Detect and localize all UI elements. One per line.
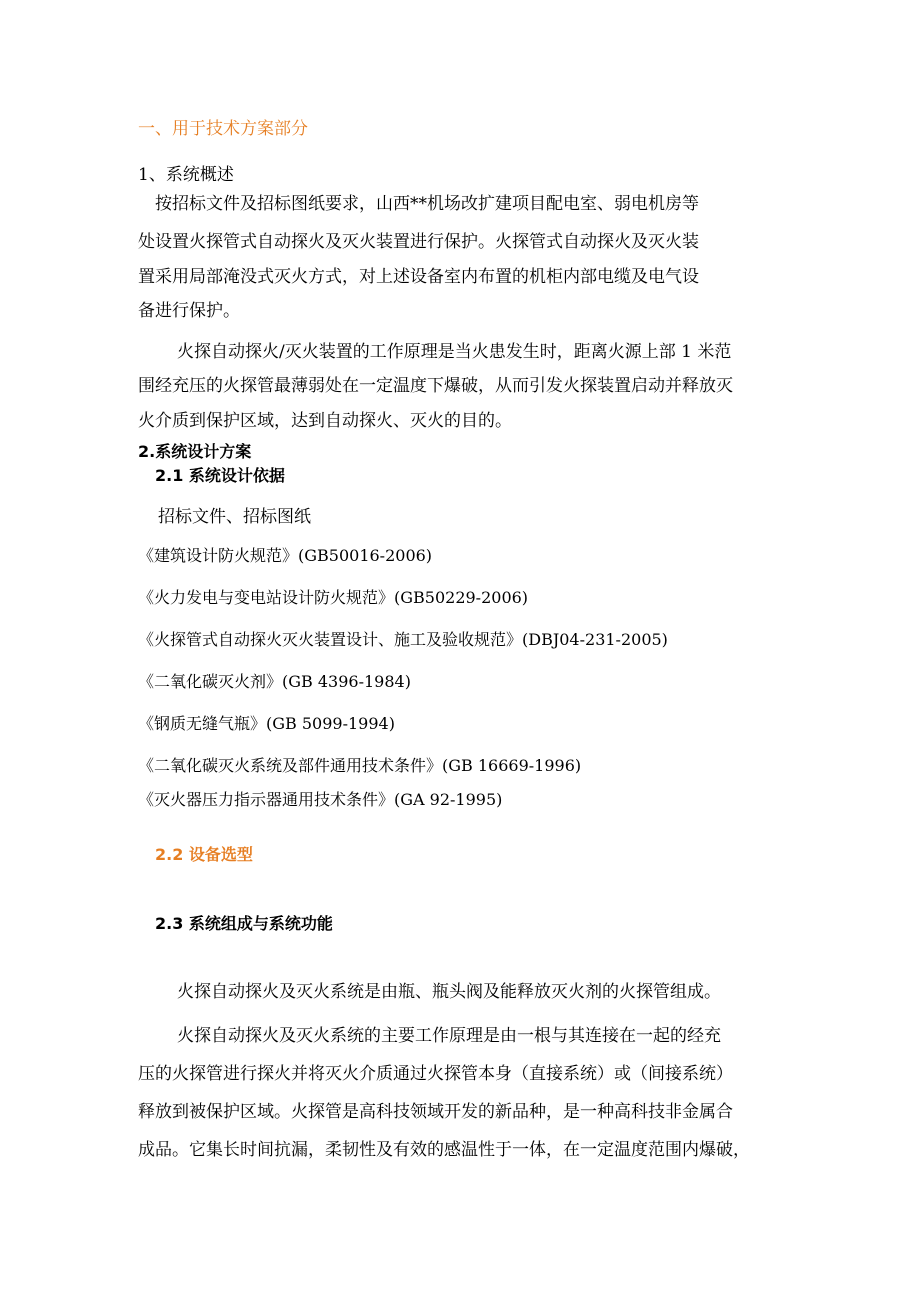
composition-heading: 2.3 系统组成与系统功能: [155, 914, 333, 933]
standard-item: 《建筑设计防火规范》(GB50016-2006): [138, 546, 433, 565]
composition-para2-line4: 成品。它集长时间抗漏，柔韧性及有效的感温性于一体，在一定温度范围内爆破，: [138, 1140, 750, 1160]
standard-item: 《灭火器压力指示器通用技术条件》(GA 92-1995): [138, 790, 503, 809]
overview-heading: 1、系统概述: [138, 165, 234, 185]
composition-para1: 火探自动探火及灭火系统是由瓶、瓶头阀及能释放灭火剂的火探管组成。: [177, 982, 721, 1002]
overview-para2-line3: 火介质到保护区域，达到自动探火、灭火的目的。: [138, 411, 512, 431]
standard-item: 《二氧化碳灭火系统及部件通用技术条件》(GB 16669-1996): [138, 756, 582, 775]
overview-para1-line1: 按招标文件及招标图纸要求，山西**机场改扩建项目配电室、弱电机房等: [155, 194, 699, 214]
standard-item: 《火探管式自动探火灭火装置设计、施工及验收规范》(DBJ04-231-2005): [138, 630, 668, 649]
standard-item: 《钢质无缝气瓶》(GB 5099-1994): [138, 714, 395, 733]
section-title: 一、用于技术方案部分: [138, 119, 308, 139]
design-heading: 2.系统设计方案: [138, 442, 252, 461]
composition-para2-line2: 压的火探管进行探火并将灭火介质通过火探管本身（直接系统）或（间接系统）: [138, 1064, 733, 1084]
overview-para1-line3: 置采用局部淹没式灭火方式，对上述设备室内布置的机柜内部电缆及电气设: [138, 267, 699, 287]
basis-intro: 招标文件、招标图纸: [158, 507, 311, 527]
basis-heading: 2.1 系统设计依据: [155, 466, 285, 485]
standard-item: 《二氧化碳灭火剂》(GB 4396-1984): [138, 672, 411, 691]
composition-para2-line3: 释放到被保护区域。火探管是高科技领域开发的新品种，是一种高科技非金属合: [138, 1102, 733, 1122]
composition-para2-line1: 火探自动探火及灭火系统的主要工作原理是由一根与其连接在一起的经充: [177, 1026, 721, 1046]
overview-para1-line2: 处设置火探管式自动探火及灭火装置进行保护。火探管式自动探火及灭火装: [138, 232, 699, 252]
standard-item: 《火力发电与变电站设计防火规范》(GB50229-2006): [138, 588, 529, 607]
overview-para2-line1: 火探自动探火/灭火装置的工作原理是当火患发生时，距离火源上部 1 米范: [177, 342, 732, 362]
selection-heading: 2.2 设备选型: [155, 845, 253, 864]
overview-para1-line4: 备进行保护。: [138, 301, 240, 321]
overview-para2-line2: 围经充压的火探管最薄弱处在一定温度下爆破，从而引发火探装置启动并释放灭: [138, 376, 733, 396]
